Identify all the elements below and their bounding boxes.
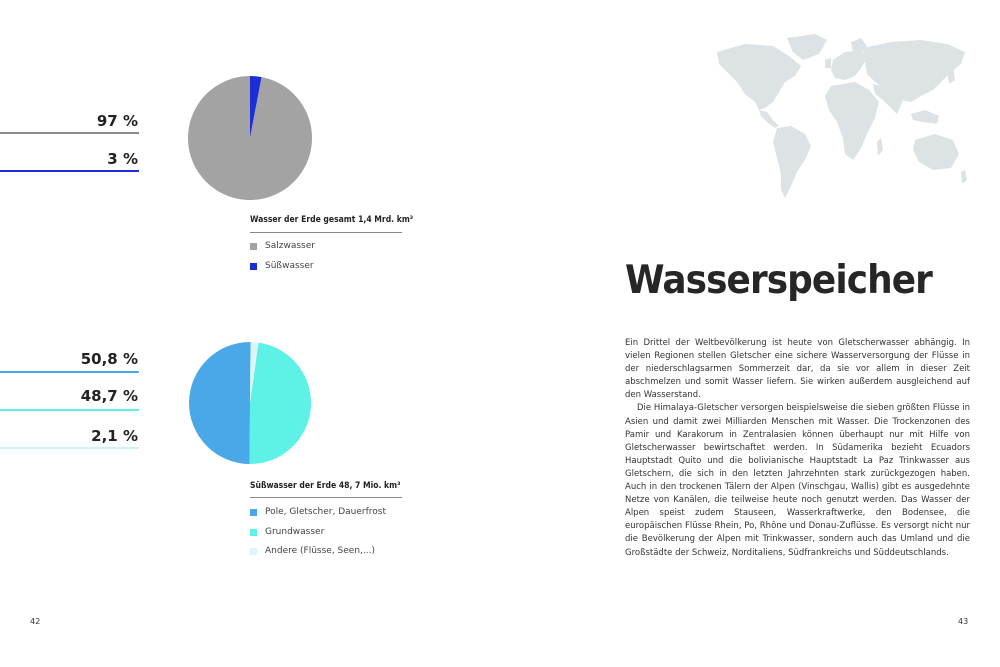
rule-suesswasser xyxy=(0,170,139,172)
legend-swatch-andere xyxy=(250,548,257,555)
value-label-grundwasser: 48,7 % xyxy=(80,387,138,405)
legend-item-salzwasser xyxy=(250,241,315,251)
world-map-icon xyxy=(715,30,970,215)
legend-item-suesswasser xyxy=(250,261,314,271)
rule-grundwasser xyxy=(0,409,139,411)
pie-chart-water-total xyxy=(188,76,312,200)
chart-title-rule xyxy=(250,232,402,233)
pie-slice-pole xyxy=(189,342,251,464)
article-paragraph: Ein Drittel der Weltbevölkerung ist heute von Gletscherwasser abhängig. In vielen Regionen stellen Gletscher eine sichere Wasserversorgung der Flüsse in der niederschlagsarmen Sommerzeit dar, da sie vor allem in dieser Zeit abschmelzen und somit Wasser liefern. Sie wirken außerdem ausgleichend auf den Wasserstand. xyxy=(625,338,970,401)
legend-label-pole: Pole, Gletscher, Dauerfrost xyxy=(265,507,386,517)
article-paragraph: Die Himalaya-Gletscher versorgen beispielsweise die sieben größten Flüsse in Asien und damit zwei Milliarden Menschen mit Wasser. Die Trockenzonen des Pamir und Karakorum in Zentralasien können überhaupt nur mit Hilfe von Gletscherwasser bewirtschaftet werden. In Südamerika bezieht Ecuadors Hauptstadt Quito und die bolivianische Hauptstadt La Paz Trinkwasser aus Gletschern, die sich in den letzten Jahrzehnten stark zurückgezogen haben. Auch in den trockenen Tälern der Alpen (Vinschgau, Wallis) gibt es ausgedehnte Netze von Kanälen, die teilweise heute noch genutzt werden. Das Wasser der Alpen speist zudem Stauseen, Wasserkraftwerke, den Bodensee, die europäischen Flüsse Rhein, Po, Rhône und Donau-Zuflüsse. Es versorgt nicht nur die Bevölkerung der Alpen mit Trinkwasser, sondern auch das Umland und die Großstädte der Schweiz, Norditaliens, Südfrankreichs und Süddeutschlands. xyxy=(625,403,970,558)
chart-title-water-total: Wasser der Erde gesamt 1,4 Mrd. km³ xyxy=(250,215,414,225)
chart-title-rule xyxy=(250,497,402,498)
legend-swatch-suesswasser xyxy=(250,263,257,270)
legend-label-grundwasser: Grundwasser xyxy=(265,527,325,537)
pie-slice-salzwasser xyxy=(188,76,312,200)
value-label-pole: 50,8 % xyxy=(80,350,138,368)
legend-label-suesswasser: Süßwasser xyxy=(265,261,314,271)
legend-item-pole xyxy=(250,507,386,517)
chart-title-freshwater: Süßwasser der Erde 48, 7 Mio. km³ xyxy=(250,481,401,491)
page-number-left: 42 xyxy=(30,617,41,626)
legend-label-salzwasser: Salzwasser xyxy=(265,241,315,251)
value-label-suesswasser: 3 % xyxy=(107,150,138,168)
legend-item-grundwasser xyxy=(250,527,324,537)
pie-chart-freshwater xyxy=(189,342,311,464)
rule-pole xyxy=(0,371,139,373)
legend-swatch-pole xyxy=(250,509,257,516)
legend-label-andere: Andere (Flüsse, Seen,...) xyxy=(265,546,375,556)
rule-salzwasser xyxy=(0,132,139,134)
page-heading: Wasserspeicher xyxy=(625,258,932,303)
legend-swatch-salzwasser xyxy=(250,243,257,250)
page-number-right: 43 xyxy=(958,617,969,626)
rule-andere xyxy=(0,447,139,449)
pie-slice-grundwasser xyxy=(249,343,311,464)
legend-swatch-grundwasser xyxy=(250,529,257,536)
value-label-andere: 2,1 % xyxy=(91,427,138,445)
article-body xyxy=(625,337,970,560)
value-label-salzwasser: 97 % xyxy=(96,112,138,130)
legend-item-andere xyxy=(250,546,375,556)
